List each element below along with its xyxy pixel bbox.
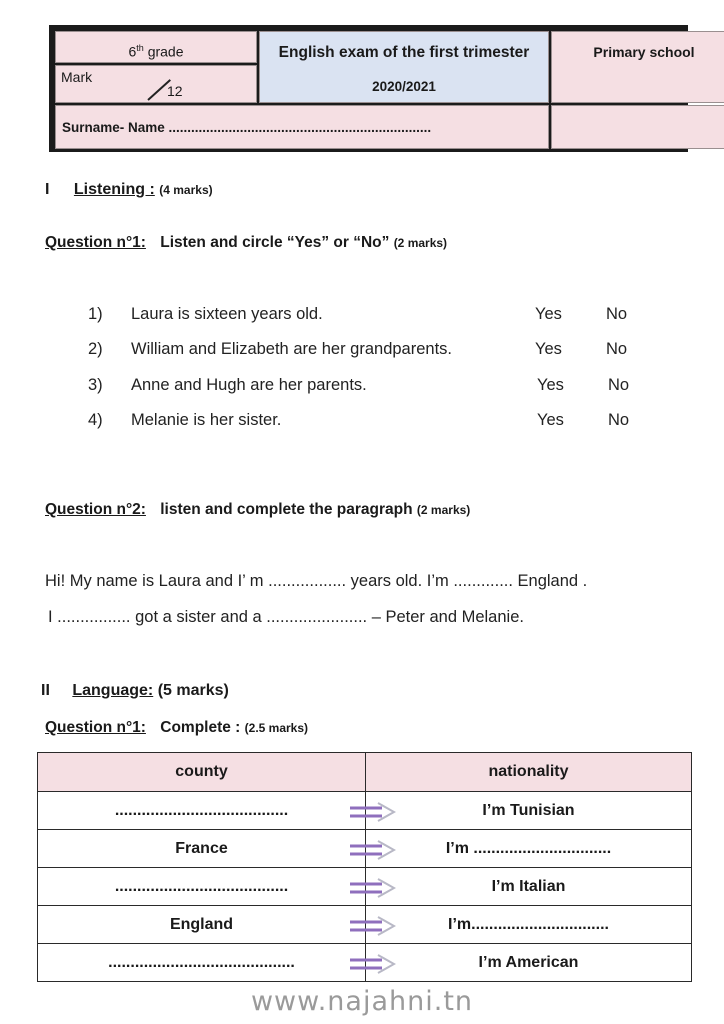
exam-title-cell [259,31,549,103]
yes-option[interactable]: Yes [537,376,564,394]
school-cell [551,31,724,103]
mark-cell [55,65,257,103]
item-statement: Laura is sixteen years old. [131,305,323,323]
section-title: Listening : [73,181,155,198]
country-cell: England [38,906,366,944]
watermark-text: www.najahni.tn [250,986,474,1017]
double-arrow-icon [348,801,396,823]
nationality-cell [366,944,692,982]
no-option[interactable]: No [608,376,630,394]
nationality-text: I’m American [478,953,579,971]
section-title: Language: [72,682,154,699]
nationality-table [37,752,692,982]
nationality-text[interactable]: I’m............................... [448,915,609,933]
question-marks: (2 marks) [393,236,448,250]
section-number: I [45,181,50,198]
table-row [38,792,692,830]
question-label: Question n°2: [45,501,146,518]
nationality-text: I’m Tunisian [482,801,575,819]
no-option[interactable]: No [606,340,628,358]
table-row [38,944,692,982]
double-arrow-icon [348,839,396,861]
exam-header-table [49,25,695,152]
mark-label: Mark [61,69,93,85]
nationality-cell [366,792,692,830]
country-cell[interactable]: .......................................... [38,944,366,982]
listening-question-2 [45,501,470,519]
question-label: Question n°1: [45,234,146,251]
item-number: 4) [88,411,103,429]
section-listening-heading [45,181,213,199]
grade-suffix: th [136,43,144,53]
grade-cell [55,31,257,63]
country-cell[interactable]: ....................................... [38,792,366,830]
yes-option[interactable]: Yes [535,340,562,358]
name-cell [55,105,549,149]
table-row [38,830,692,868]
no-option[interactable]: No [608,411,630,429]
item-statement: William and Elizabeth are her grandparents. [131,340,453,358]
country-cell: France [38,830,366,868]
item-number: 1) [88,305,103,323]
table-header-row [38,753,692,792]
section-language-heading [41,682,229,700]
yes-option[interactable]: Yes [537,411,564,429]
grade-word: grade [147,43,184,60]
exam-year: 2020/2021 [372,79,436,94]
nationality-cell [366,906,692,944]
column-header-country: county [38,753,366,792]
double-arrow-icon [348,877,396,899]
nationality-text: I’m Italian [491,877,566,895]
section-marks: (4 marks) [159,183,213,197]
question-text: Complete : [160,719,241,736]
yes-option[interactable]: Yes [535,305,562,323]
table-row [38,868,692,906]
blank-cell [551,105,724,149]
item-statement: Anne and Hugh are her parents. [131,376,367,394]
section-marks: (5 marks) [157,682,229,699]
double-arrow-icon [348,953,396,975]
mark-total: 12 [167,83,183,99]
country-cell[interactable]: ....................................... [38,868,366,906]
no-option[interactable]: No [606,305,628,323]
grade-number: 6 [128,43,137,60]
question-marks: (2.5 marks) [244,721,309,735]
question-text: Listen and circle “Yes” or “No” [160,234,390,251]
item-statement: Melanie is her sister. [131,411,282,429]
double-arrow-icon [348,915,396,937]
nationality-cell [366,868,692,906]
exam-title: English exam of the first trimester [278,44,530,61]
question-text: listen and complete the paragraph [160,501,413,518]
item-number: 2) [88,340,103,358]
question-label: Question n°1: [45,719,146,736]
table-row [38,906,692,944]
school-name: Primary school [593,44,695,60]
item-number: 3) [88,376,103,394]
paragraph-line-1[interactable]: Hi! My name is Laura and I’ m ................. years old. I’m ............. England . [45,572,588,590]
name-field[interactable]: Surname- Name ...................................................................... [62,120,432,135]
question-marks: (2 marks) [416,503,471,517]
nationality-cell [366,830,692,868]
paragraph-line-2[interactable]: I ................ got a sister and a ...................... – Peter and Melanie. [48,608,524,626]
nationality-text[interactable]: I’m ............................... [445,839,612,857]
column-header-nationality: nationality [366,753,692,792]
section-number: II [41,682,50,699]
listening-question-1 [45,234,447,252]
language-question-1 [45,719,308,737]
